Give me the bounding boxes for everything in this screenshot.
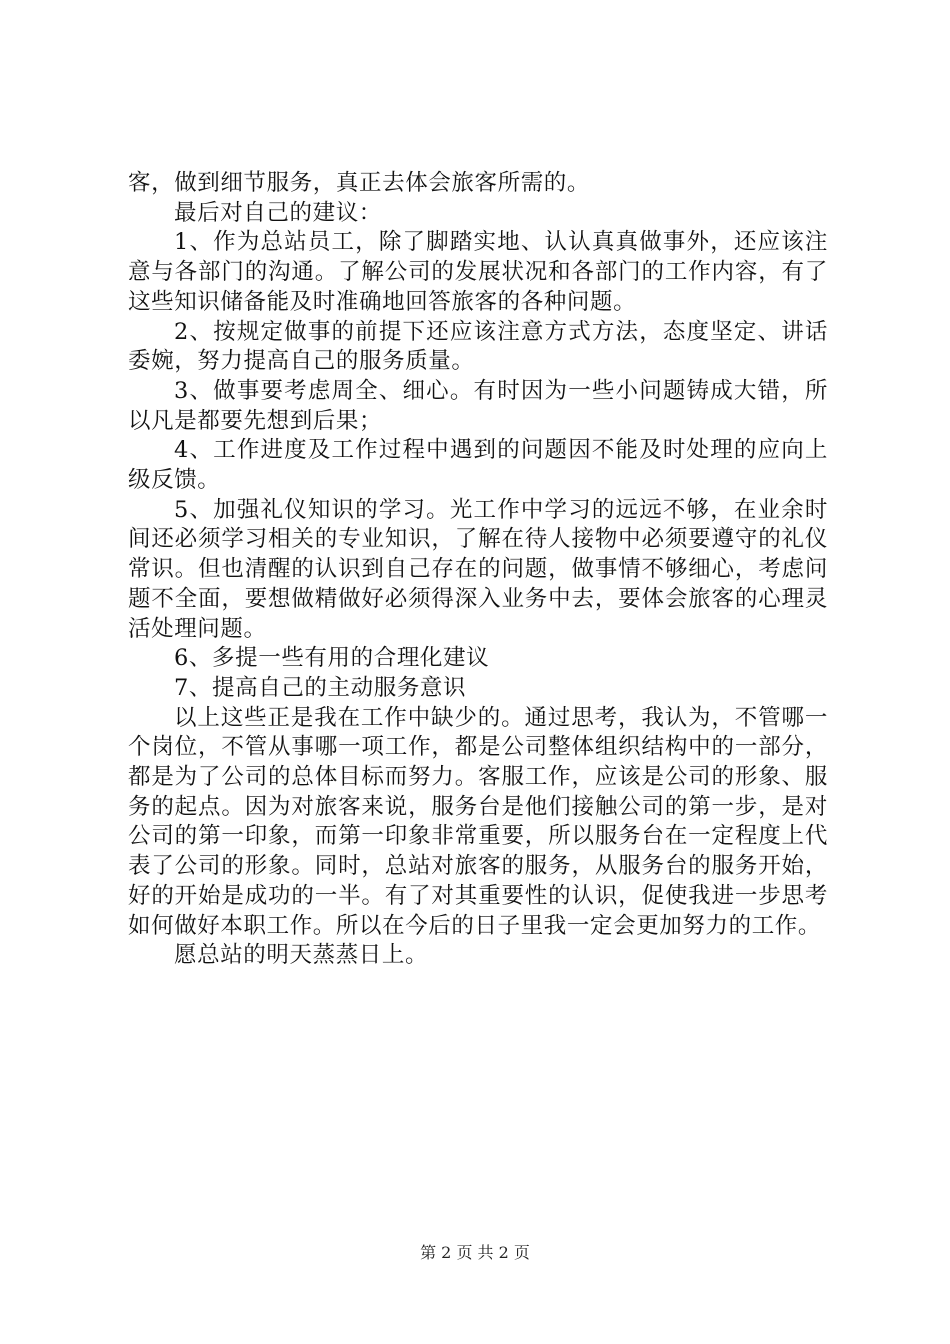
paragraph-suggestion-6: 6、多提一些有用的合理化建议: [174, 645, 490, 672]
paragraph-suggestion-2: 2、按规定做事的前提下还应该注意方式方法，态度坚定、讲话委婉，努力提高自己的服务质量。: [128, 318, 828, 375]
paragraph-suggestion-4: 4、工作进度及工作过程中遇到的问题因不能及时处理的应向上级反馈。: [128, 437, 828, 494]
paragraph-suggestion-7: 7、提高自己的主动服务意识: [174, 674, 467, 701]
paragraph-suggestion-5: 5、加强礼仪知识的学习。光工作中学习的远远不够，在业余时间还必须学习相关的专业知识，了解在待人接物中必须要遵守的礼仪常识。但也清醒的认识到自己存在的问题，做事情不够细心，考虑问题不全面，要想做精做好必须得深入业务中去，要体会旅客的心理灵活处理问题。: [128, 496, 828, 642]
paragraph-suggestion-3: 3、做事要考虑周全、细心。有时因为一些小问题铸成大错，所以凡是都要先想到后果；: [128, 377, 828, 434]
paragraph-suggestion-1: 1、作为总站员工，除了脚踏实地、认认真真做事外，还应该注意与各部门的沟通。了解公司的发展状况和各部门的工作内容，有了这些知识储备能及时准确地回答旅客的各种问题。: [128, 229, 828, 315]
paragraph-continuation: 客，做到细节服务，真正去体会旅客所需的。: [128, 170, 591, 196]
page-number-footer: 第 2 页 共 2 页: [420, 1243, 530, 1262]
paragraph-reflection: 以上这些正是我在工作中缺少的。通过思考，我认为，不管哪一个岗位，不管从事哪一项工作，都是公司整体组织结构中的一部分，都是为了公司的总体目标而努力。客服工作，应该是公司的形象、服务的起点。因为对旅客来说，服务台是他们接触公司的第一步，是对公司的第一印象，而第一印象非常重要，所以服务台在一定程度上代表了公司的形象。同时，总站对旅客的服务，从服务台的服务开始，好的开始是成功的一半。有了对其重要性的认识，促使我进一步思考如何做好本职工作。所以在今后的日子里我一定会更加努力的工作。: [128, 704, 828, 939]
paragraph-suggestions-heading: 最后对自己的建议：: [174, 199, 382, 226]
paragraph-closing-wish: 愿总站的明天蒸蒸日上。: [174, 942, 429, 969]
document-body: [128, 169, 828, 971]
